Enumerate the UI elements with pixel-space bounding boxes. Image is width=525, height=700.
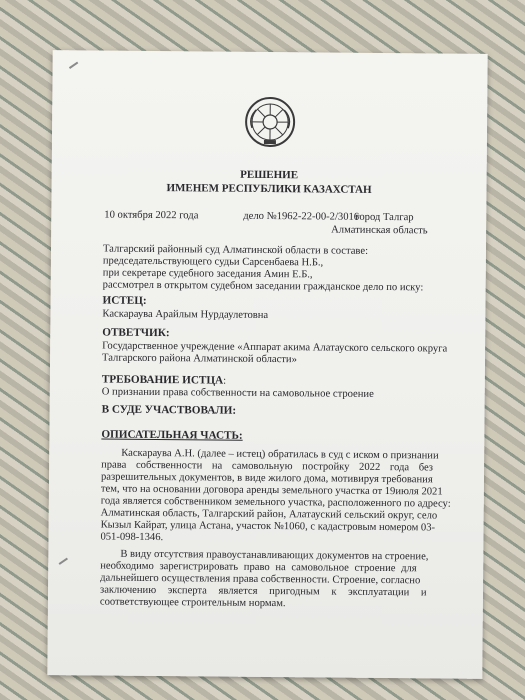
paragraph-1-line-7: Кызыл Кайрат, улица Астана, участок №1060, с кадастровым номером 03- <box>100 519 436 534</box>
defendant-line-2: Талгарского района Алматинской области» <box>102 352 297 366</box>
claim-heading-colon: : <box>223 375 227 387</box>
staple-mark-lower <box>59 558 68 565</box>
participants-heading: В СУДЕ УЧАСТВОВАЛИ: <box>101 403 237 417</box>
document-subtitle: ИМЕНЕМ РЕСПУБЛИКИ КАЗАХСТАН <box>166 182 372 196</box>
defendant-heading: ОТВЕТЧИК: <box>102 326 170 340</box>
state-emblem-icon <box>244 96 296 148</box>
presiding-judge: председательствующего судьи Сарсенбаева Н.Б., <box>102 255 324 269</box>
paragraph-2-line-4: заключению эксперта является пригодным к эксплуатации и <box>99 584 427 599</box>
court-composition: Талгарский районный суд Алматинской области в составе: <box>102 243 369 257</box>
paragraph-1-line-4: тем, что на основании договора аренды земельного участка от 19июля 2021 <box>100 483 443 498</box>
defendant-line-1: Государственное учреждение «Аппарат акима Алатауского сельского округа <box>102 340 448 355</box>
hearing-statement: рассмотрел в открытом судебном заседании гражданское дело по иску: <box>102 279 424 294</box>
claim-heading: ТРЕБОВАНИЕ ИСТЦА <box>101 373 224 387</box>
plaintiff-heading: ИСТЕЦ: <box>102 294 147 307</box>
court-secretary: при секретаре судебного заседания Амин Е.Б., <box>102 267 313 281</box>
descriptive-heading: ОПИСАТЕЛЬНАЯ ЧАСТЬ: <box>101 428 243 442</box>
document-title: РЕШЕНИЕ <box>240 168 299 182</box>
staple-mark <box>69 62 78 69</box>
paragraph-1-line-5: года является собственником земельного участка, расположенного по адресу: <box>100 495 451 510</box>
paragraph-1-line-8: 051-098-1346. <box>100 531 164 544</box>
paragraph-2-line-1: В виду отсутствия правоустанавливающих документов на строение, <box>120 548 429 563</box>
paragraph-1-line-3: разрешительных документов, в виде жилого дома, мотивируя требования <box>100 471 433 486</box>
paragraph-1-line-6: Алматинская область, Талгарский район, Алатауский сельский округ, село <box>100 507 438 522</box>
paragraph-1-line-2: права собственности на самовольную постройку 2022 года без <box>101 459 434 474</box>
case-number: дело №1962-22-00-2/3016 <box>243 210 360 223</box>
city: город Талгар <box>355 211 414 224</box>
paragraph-2-line-2: необходимо зарегистрировать право на самовольное строение для <box>100 560 417 575</box>
claim-text: О признании права собственности на самовольное строение <box>101 386 374 400</box>
plaintiff-name: Каскараува Арайлым Нурдаулетовна <box>102 308 269 322</box>
paragraph-1-line-1: Каскараува А.Н. (далее – истец) обратилась в суд с иском о признании <box>121 447 439 462</box>
paragraph-2-line-5: соответствующее строительным нормам. <box>99 596 286 610</box>
decision-date: 10 октября 2022 года <box>104 209 199 222</box>
region: Алматинская область <box>331 224 428 237</box>
paragraph-2-line-3: дальнейшего осуществления права собственности. Строение, согласно <box>100 572 421 587</box>
document-page <box>47 50 487 679</box>
